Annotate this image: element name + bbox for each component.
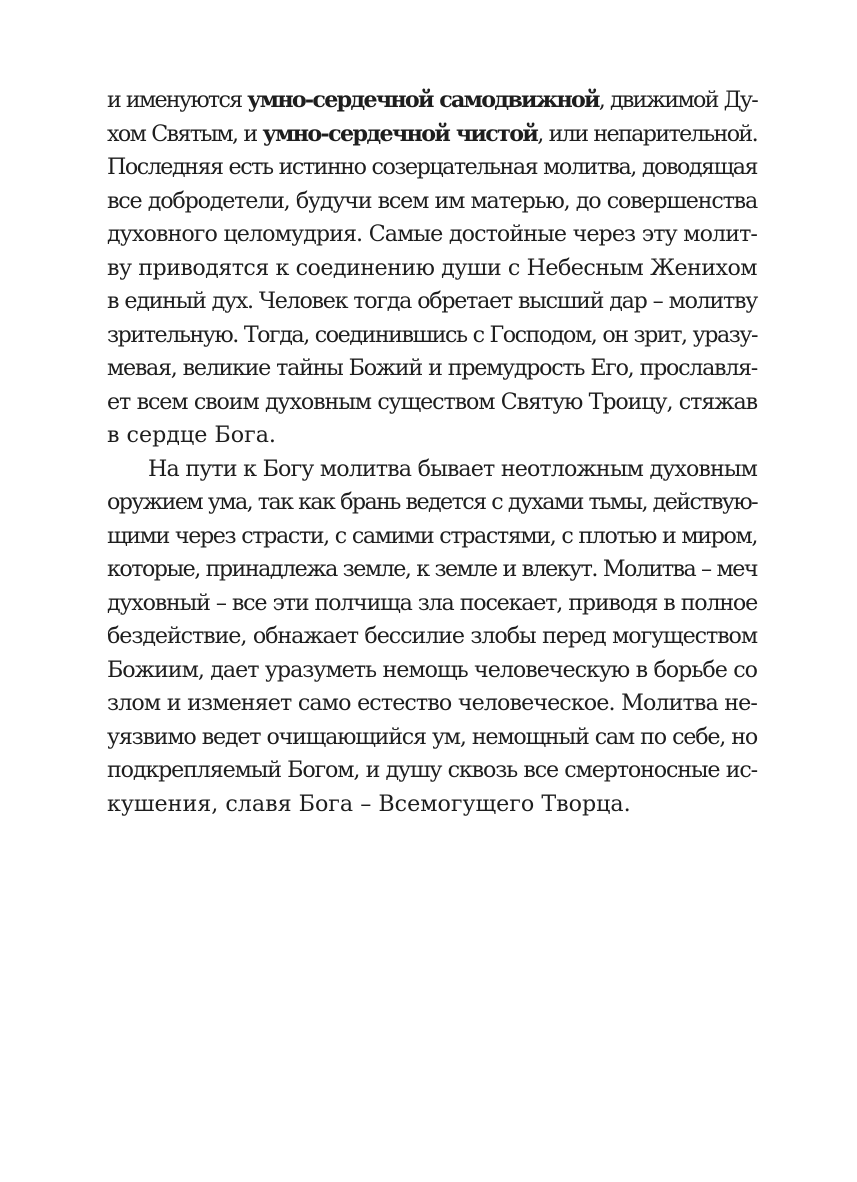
- bold-term: умно-сердечной чистой: [262, 120, 538, 147]
- text-line: Последняя есть истинно созерцательная молитва, доводящая: [107, 154, 757, 180]
- text-line: На пути к Богу молитва бывает неотложным духовным: [148, 455, 757, 482]
- text-line: щими через страсти, с самими страстями, с плотью и миром,: [107, 522, 757, 549]
- text-line: и именуются умно-сердечной самодвижной, движимой Ду-: [107, 87, 757, 113]
- text-line: бездействие, обнажает бессилие злобы перед могуществом: [107, 623, 757, 649]
- text-line: оружием ума, так как брань ведется с духами тьмы, действую-: [107, 489, 757, 515]
- text-line: зрительную. Тогда, соединившись с Господом, он зрит, уразу-: [107, 321, 757, 348]
- text-line: которые, принадлежа земле, к земле и влекут. Молитва – меч: [107, 556, 757, 582]
- paragraph-1: [107, 84, 757, 453]
- paragraph-2: [107, 453, 757, 822]
- text-line: уязвимо ведет очищающийся ум, немощный сам по себе, но: [107, 723, 757, 750]
- body-text: [107, 84, 757, 821]
- text-line: Божиим, дает уразуметь немощь человеческую в борьбе со: [107, 656, 757, 683]
- text-line: подкрепляемый Богом, и душу сквозь все смертоносные ис-: [107, 757, 757, 783]
- text-line: злом и изменяет само естество человеческое. Молитва не-: [107, 690, 757, 716]
- text-line: все добродетели, будучи всем им матерью, до совершенства: [107, 187, 757, 214]
- text-line: в сердце Бога.: [107, 422, 276, 448]
- text-line: кушения, славя Бога – Всемогущего Творца.: [107, 790, 631, 817]
- text-line: ет всем своим духовным существом Святую Троицу, стяжав: [107, 388, 757, 415]
- bold-term: умно-сердечной самодвижной: [247, 87, 599, 113]
- text-line: хом Святым, и умно-сердечной чистой, или непарительной.: [107, 120, 757, 147]
- text-line: ву приводятся к соединению души с Небесным Женихом: [107, 254, 757, 281]
- text-line: в единый дух. Человек тогда обретает высший дар – молитву: [107, 288, 757, 314]
- text-line: мевая, великие тайны Божий и премудрость Его, прославля-: [107, 355, 757, 381]
- text-line: духовного целомудрия. Самые достойные через эту молит-: [107, 221, 757, 247]
- text-line: духовный – все эти полчища зла посекает, приводя в полное: [107, 589, 757, 616]
